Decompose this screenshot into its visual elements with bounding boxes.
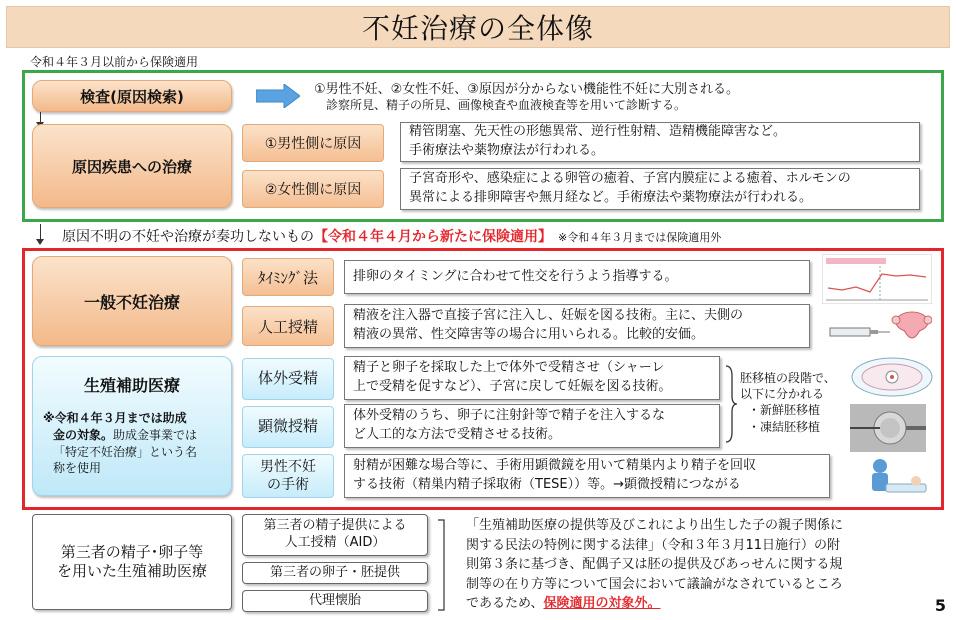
male-surgery-line2: する技術（精巣内精子採取術（TESE））等。→顕微授精につながる: [353, 477, 741, 492]
cause-treatment-label: 原因疾患への治療: [71, 157, 192, 176]
general-treatment-label: 一般不妊治療: [83, 292, 180, 312]
female-cause-desc: [400, 168, 920, 210]
down-arrow-icon: [36, 239, 44, 245]
law-line5a: であるため、: [466, 596, 544, 611]
microinjection-photo: [850, 404, 926, 452]
male-cause-label: ①男性側に原因: [264, 136, 362, 152]
female-cause-box: [242, 170, 384, 208]
transition-note: ※令和４年３月までは保険適用外: [558, 231, 722, 244]
donor-sperm-line2: 人工授精（AID）: [284, 535, 386, 550]
art-note-rest2: 「特定不妊治療」という名: [53, 444, 198, 459]
art-note-bold2: 金の対象。: [53, 427, 114, 442]
law-line3: 則第３条に基づき、配偶子又は胚の提供及びあっせんに関する規: [466, 557, 843, 572]
transition-text: 原因不明の不妊や治療が奏功しないもの: [62, 229, 314, 245]
male-surgery-box: [242, 454, 334, 498]
not-covered-highlight: 保険適用の対象外。: [543, 596, 661, 611]
timing-method-label: ﾀｲﾐﾝｸﾞ法: [257, 268, 318, 287]
third-party-label1: 第三者の精子･卵子等: [60, 542, 204, 561]
law-line1: 「生殖補助医療の提供等及びこれにより出生した子の親子関係に: [466, 518, 844, 533]
third-party-label2: を用いた生殖補助医療: [56, 562, 207, 580]
exam-line2: 診察所見、精子の所見、画像検査や血液検査等を用いて診断する。: [326, 98, 687, 112]
embryo-line4: ・凍結胚移植: [748, 419, 821, 434]
embryo-line2: 以下に分かれる: [740, 387, 825, 402]
icsi-line2: ど人工的な方法で受精させる技術。: [353, 427, 562, 442]
artificial-insemination-desc: [344, 304, 810, 348]
transition-highlight: 【令和４年４月から新たに保険適用】: [314, 229, 552, 245]
timing-method-desc: [344, 260, 810, 294]
male-cause-line2: 手術療法や薬物療法が行われる。: [409, 143, 605, 158]
brace-icon: [724, 364, 738, 444]
general-treatment-pill: [32, 256, 232, 346]
transition-line: [62, 226, 721, 246]
ivf-label: 体外受精: [257, 369, 318, 388]
ivf-desc: [344, 356, 720, 400]
third-party-box: [32, 514, 232, 610]
exam-line1: ①男性不妊、②女性不妊、③原因が分からない機能性不妊に大別される。: [314, 82, 739, 97]
art-label: 生殖補助医療: [83, 376, 180, 395]
connector-line: [40, 224, 41, 240]
exam-label: 検査(原因検索): [80, 87, 184, 106]
ivf-line2: 上で受精を促すなど）、子宮に戻して妊娠を図る技術。: [353, 379, 672, 394]
male-surgery-label1: 男性不妊: [260, 458, 316, 475]
surrogacy-box: [242, 590, 428, 612]
donor-sperm-line1: 第三者の精子提供による: [263, 518, 407, 534]
artificial-insemination-box: [242, 306, 334, 346]
page-number: 5: [934, 596, 946, 615]
petri-dish-illustration: [850, 356, 934, 398]
male-surgery-line1: 射精が困難な場合等に、手術用顕微鏡を用いて精巣内より精子を回収: [353, 458, 757, 474]
timing-method-desc-text: 排卵のタイミングに合わせて性交を行うよう指導する。: [353, 268, 678, 284]
icsi-desc: [344, 404, 720, 448]
embryo-line3: ・新鮮胚移植: [748, 403, 821, 418]
ivf-box: [242, 358, 334, 400]
timing-method-box: [242, 258, 334, 296]
male-surgery-desc: [344, 454, 830, 498]
ivf-line1: 精子と卵子を採取した上で体外で受精させ（シャーレ: [353, 360, 665, 376]
icsi-box: [242, 406, 334, 448]
surrogacy-label: 代理懐胎: [308, 592, 361, 608]
female-cause-line2: 異常による排卵障害や無月経など。手術療法や薬物療法が行われる。: [409, 190, 813, 205]
male-cause-line1: 精管閉塞、先天性の形態異常、逆行性射精、造精機能障害など。: [409, 124, 787, 140]
female-cause-label: ②女性側に原因: [264, 182, 362, 198]
icsi-line1: 体外受精のうち、卵子に注射針等で精子を注入するな: [353, 408, 666, 424]
art-note-rest3: 称を使用: [53, 461, 102, 476]
female-cause-line1: 子宮奇形や、感染症による卵管の癒着、子宮内膜症による癒着、ホルモンの: [409, 171, 851, 187]
syringe-uterus-illustration: [828, 306, 932, 352]
embryo-transfer-note: [740, 370, 836, 435]
law-text: [466, 516, 926, 614]
bracket-icon: [436, 518, 452, 612]
page-title-text: 不妊治療の全体像: [361, 12, 594, 45]
law-line2: 関する民法の特例に関する法律」（令和３年３月11日施行）の附: [466, 537, 841, 553]
embryo-line1: 胚移植の段階で、: [740, 371, 836, 385]
cause-treatment-pill: [32, 124, 232, 208]
male-cause-box: [242, 124, 384, 162]
right-arrow-icon: [256, 84, 300, 108]
art-panel: [32, 356, 232, 496]
surgery-illustration: [858, 454, 928, 500]
donor-egg-label: 第三者の卵子・胚提供: [269, 564, 400, 580]
donor-egg-box: [242, 562, 428, 584]
exam-pill: [32, 80, 232, 112]
ai-line2: 精液の異常、性交障害等の場合に用いられる。比較的安価。: [353, 327, 705, 342]
page-title: [6, 6, 950, 48]
male-cause-desc: [400, 122, 920, 162]
art-note-rest1: 助成金事業では: [113, 427, 198, 442]
icsi-label: 顕微授精: [257, 417, 318, 436]
donor-sperm-ai-box: [242, 514, 428, 556]
ai-line1: 精液を注入器で直接子宮に注入し、妊娠を図る技術。主に、夫側の: [353, 308, 744, 324]
pre-coverage-note: 令和４年３月以前から保険適用: [30, 55, 199, 69]
male-surgery-label2: の手術: [267, 477, 309, 493]
ovulation-chart-illustration: [822, 254, 932, 304]
law-line4: 制等の在り方等について国会において議論がなされているところ: [466, 576, 843, 592]
art-note: [43, 410, 227, 477]
artificial-insemination-label: 人工授精: [257, 317, 318, 336]
art-note-bold1: ※令和４年３月までは助成: [43, 411, 187, 425]
